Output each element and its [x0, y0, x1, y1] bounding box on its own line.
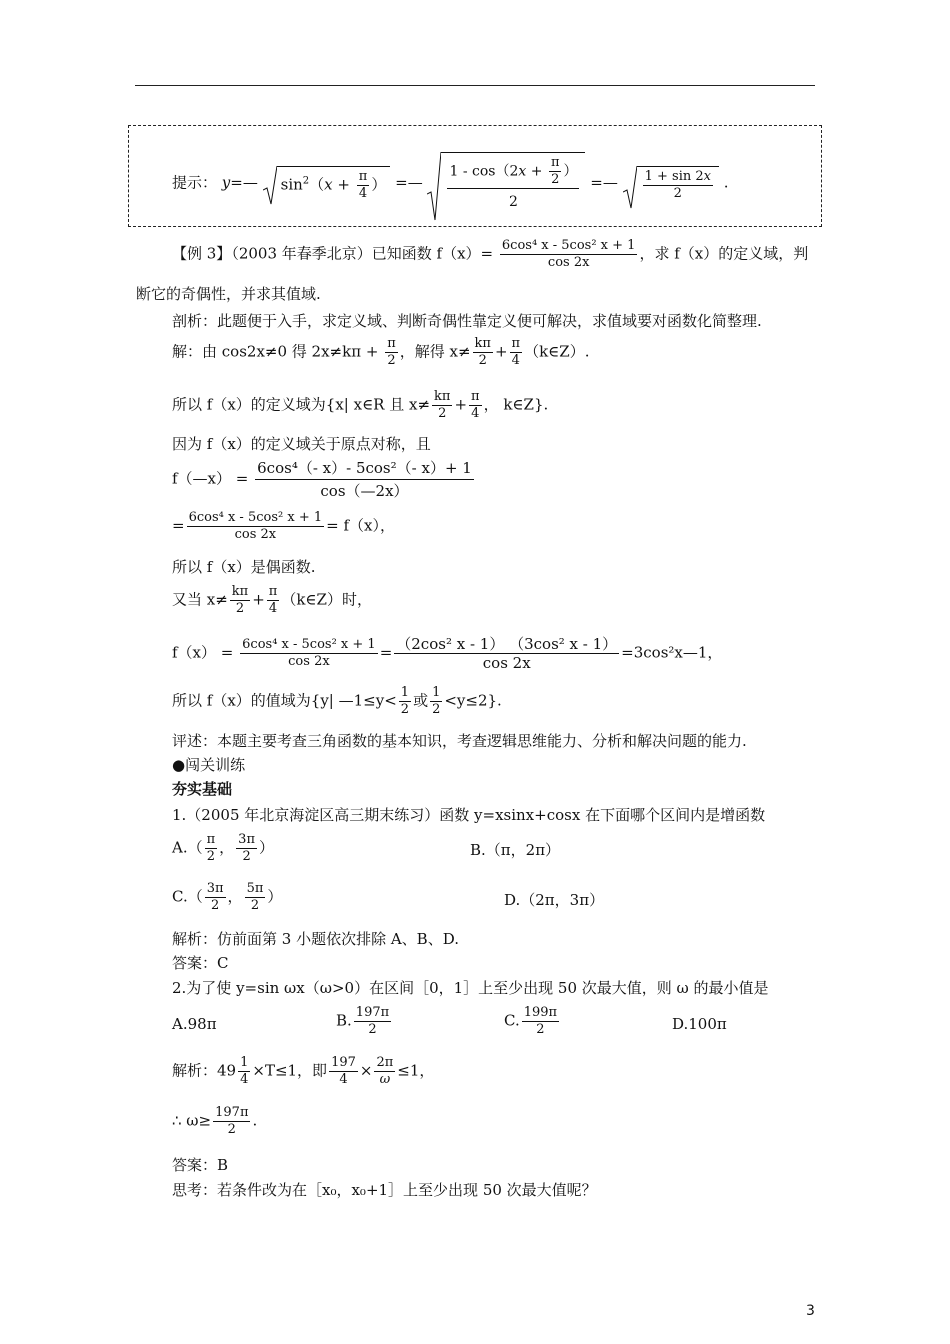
question-2-stem: 2.为了使 y=sin ωx（ω>0）在区间［0，1］上至少出现 50 次最大值，则 ω 的最小值是: [172, 979, 769, 997]
hint-line: 提示： y=— $\sin^2(x$ + $\frac{\pi}{4}$ ） =— 1 - cos（2x + $\frac{\pi}{2}$ ） 2 =— $\frac{1 + \sin 2x}{2}$ .: [172, 152, 729, 215]
question-2-option-b: B. $\frac{197\pi}{2}$: [336, 1005, 390, 1037]
section-heading: ●闯关训练: [172, 756, 246, 774]
hint-sqrt-1: $\sin^2(x$ + $\frac{\pi}{4}$ ）: [263, 166, 391, 202]
hint-lhs: y=—: [221, 173, 258, 192]
solution-line-4: f（—x） = $\frac{\text{6cos⁴（- x）- 5cos²（- x）+ 1}}{\cos(—2x)}$: [172, 459, 472, 500]
example3-line2: 断它的奇偶性，并求其值域.: [136, 285, 321, 303]
solution-line-3: 因为 f（x）的定义域关于原点对称，且: [172, 435, 431, 453]
question-1-answer: 答案：C: [172, 954, 229, 972]
subsection-heading: 夯实基础: [172, 780, 233, 798]
question-1-stem: 1.（2005 年北京海淀区高三期末练习）函数 y=xsinx+cosx 在下面哪个区间内是增函数: [172, 806, 766, 824]
hint-eq-1: =—: [395, 173, 423, 192]
page-number: 3: [806, 1303, 815, 1319]
fraction: $\frac{1 + \sin 2x}{2}$: [644, 168, 712, 201]
radical-icon: [427, 152, 441, 222]
solution-line-9: 所以 f（x）的值域为{y| —1≤y< $\frac{1}{2}$ 或 $\frac{1}{2}$ <y≤2}.: [172, 685, 502, 717]
hint-eq-2: =—: [590, 173, 618, 192]
fraction: $\frac{\pi}{4}$: [358, 168, 368, 201]
question-2-option-c: C. $\frac{199\pi}{2}$: [504, 1005, 558, 1037]
header-rule: [135, 85, 815, 86]
question-1-option-d: D.（2π，3π）: [504, 891, 605, 909]
question-2-answer: 答案：B: [172, 1156, 229, 1174]
radical-icon: [263, 166, 277, 206]
comment-text: 评述：本题主要考查三角函数的基本知识，考查逻辑思维能力、分析和解决问题的能力.: [172, 732, 747, 750]
hint-sqrt-2: [427, 152, 585, 215]
question-2-think: 思考：若条件改为在［x₀，x₀+1］上至少出现 50 次最大值呢？: [172, 1181, 597, 1199]
example3-line1: 【例 3】（2003 年春季北京）已知函数 f（x）= $\frac{\text{6cos⁴ x - 5cos² x + 1}}{\cos 2x}$ ，求 f（x）的定义域，判: [172, 238, 809, 270]
solution-line-2: 所以 f（x）的定义域为{x| x∈R 且 x≠ $\frac{k\pi}{2}$ + $\frac{\pi}{4}$ ， k∈Z}.: [172, 389, 549, 421]
solution-line-5: = $\frac{\text{6cos⁴ x - 5cos² x + 1}}{\cos 2x}$ = f（x），: [172, 510, 395, 542]
hint-label: 提示：: [172, 173, 218, 192]
solution-line-8: f（x） = $\frac{\text{6cos⁴ x - 5cos² x + 1}}{\cos 2x}$ = $\frac{\text{（2cos² x - 1） （3cos² x - 1）}}{\cos 2x}$ =3cos²x—1，: [172, 635, 723, 672]
question-2-option-a: A.98π: [172, 1015, 217, 1033]
solution-line-6: 所以 f（x）是偶函数.: [172, 558, 316, 576]
fraction: $\frac{\text{6cos⁴ x - 5cos² x + 1}}{\cos 2x}$: [501, 238, 636, 270]
question-1-analysis: 解析：仿前面第 3 小题依次排除 A、B、D.: [172, 930, 459, 948]
fraction: 1 - cos（2x + $\frac{\pi}{2}$ ） 2: [447, 155, 579, 215]
question-1-option-c: C.（ $\frac{3\pi}{2}$ ， $\frac{5\pi}{2}$ ）: [172, 881, 283, 913]
question-2-option-d: D.100π: [672, 1015, 727, 1033]
question-2-therefore: ∴ ω≥ $\frac{197\pi}{2}$ .: [172, 1105, 258, 1137]
question-2-analysis: 解析：49 $\frac{1}{4}$ ×T≤1，即 $\frac{197}{4}$ × $\frac{2\pi}{\omega}$ ≤1，: [172, 1055, 435, 1087]
question-1-option-b: B.（π，2π）: [470, 841, 561, 859]
analysis-text: 剖析：此题便于入手，求定义域、判断奇偶性靠定义便可解决，求值域要对函数化简整理.: [172, 312, 762, 330]
radical-icon: [623, 166, 637, 210]
question-1-option-a: A.（ $\frac{\pi}{2}$ ， $\frac{3\pi}{2}$ ）: [172, 832, 275, 864]
solution-line-1: 解：由 cos2x≠0 得 2x≠kπ + $\frac{\pi}{2}$ ，解得 x≠ $\frac{k\pi}{2}$ + $\frac{\pi}{4}$ （k∈Z）.: [172, 336, 590, 368]
solution-line-7: 又当 x≠ $\frac{k\pi}{2}$ + $\frac{\pi}{4}$ （k∈Z）时，: [172, 584, 372, 616]
hint-sqrt-3: [623, 166, 719, 202]
